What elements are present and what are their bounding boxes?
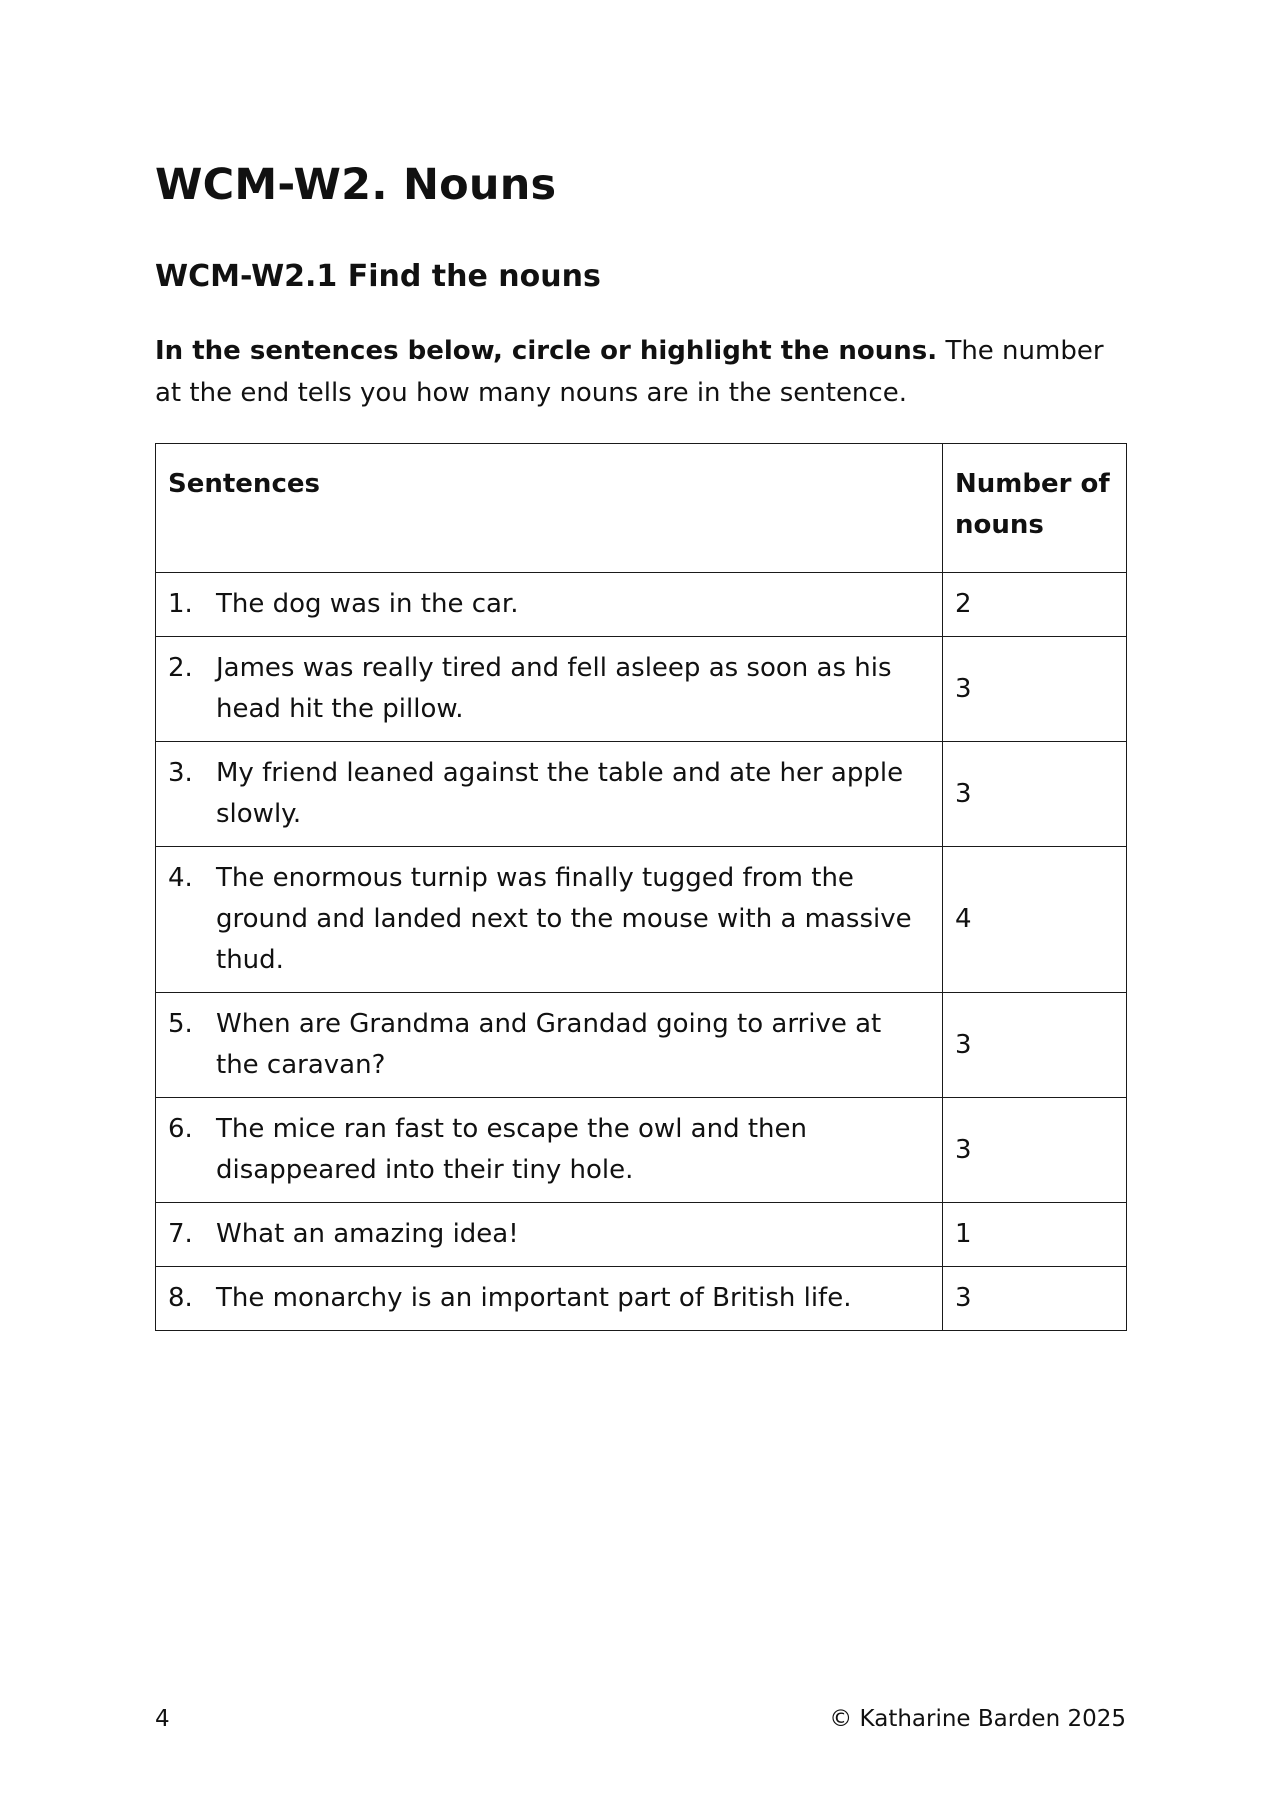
sentence-text: The dog was in the car. <box>216 589 519 619</box>
sentence-text: When are Grandma and Grandad going to arrive at the caravan? <box>216 1009 882 1080</box>
noun-count: 3 <box>943 637 1127 742</box>
sentence-cell <box>156 847 943 993</box>
noun-count: 4 <box>943 847 1127 993</box>
sentence-number: 2. <box>168 653 193 683</box>
table-row <box>156 637 1127 742</box>
sentence-number: 4. <box>168 863 193 893</box>
sentence-number: 1. <box>168 589 193 619</box>
noun-count: 3 <box>943 993 1127 1098</box>
table-row <box>156 1098 1127 1203</box>
nouns-table <box>155 443 1127 1331</box>
header-sentences: Sentences <box>156 444 943 573</box>
sentence-cell <box>156 1098 943 1203</box>
copyright-notice: © Katharine Barden 2025 <box>829 1706 1126 1732</box>
instructions-bold: In the sentences below, circle or highlight the nouns. <box>155 336 938 366</box>
instructions <box>155 330 1115 414</box>
page-number: 4 <box>155 1706 170 1732</box>
sentence-number: 7. <box>168 1219 193 1249</box>
table-row <box>156 847 1127 993</box>
sentence-text: What an amazing idea! <box>216 1219 519 1249</box>
noun-count: 3 <box>943 1267 1127 1331</box>
header-number-of-nouns: Number of nouns <box>943 444 1127 573</box>
noun-count: 3 <box>943 1098 1127 1203</box>
sentence-text: James was really tired and fell asleep as soon as his head hit the pillow. <box>216 653 892 724</box>
sentence-text: The mice ran fast to escape the owl and then disappeared into their tiny hole. <box>216 1114 808 1185</box>
sentence-cell <box>156 637 943 742</box>
table-row <box>156 1203 1127 1267</box>
sentence-number: 6. <box>168 1114 193 1144</box>
page-title: WCM-W2. Nouns <box>155 160 557 210</box>
sentence-text: My friend leaned against the table and ate her apple slowly. <box>216 758 904 829</box>
noun-count: 2 <box>943 573 1127 637</box>
sentence-cell <box>156 1203 943 1267</box>
noun-count: 1 <box>943 1203 1127 1267</box>
table-row <box>156 993 1127 1098</box>
table-row <box>156 742 1127 847</box>
sentence-text: The enormous turnip was finally tugged from the ground and landed next to the mouse with a massive thud. <box>216 863 912 975</box>
sentence-number: 5. <box>168 1009 193 1039</box>
sentence-cell <box>156 573 943 637</box>
instructions-rest: The number at the end tells you how many nouns are in the sentence. <box>155 336 1104 408</box>
sentence-cell <box>156 1267 943 1331</box>
sentence-cell <box>156 993 943 1098</box>
sentence-cell <box>156 742 943 847</box>
table-row <box>156 1267 1127 1331</box>
sentence-number: 8. <box>168 1283 193 1313</box>
sentence-number: 3. <box>168 758 193 788</box>
sentence-text: The monarchy is an important part of British life. <box>216 1283 852 1313</box>
table-row <box>156 573 1127 637</box>
section-title: WCM-W2.1 Find the nouns <box>155 259 601 294</box>
table-header-row <box>156 444 1127 573</box>
noun-count: 3 <box>943 742 1127 847</box>
